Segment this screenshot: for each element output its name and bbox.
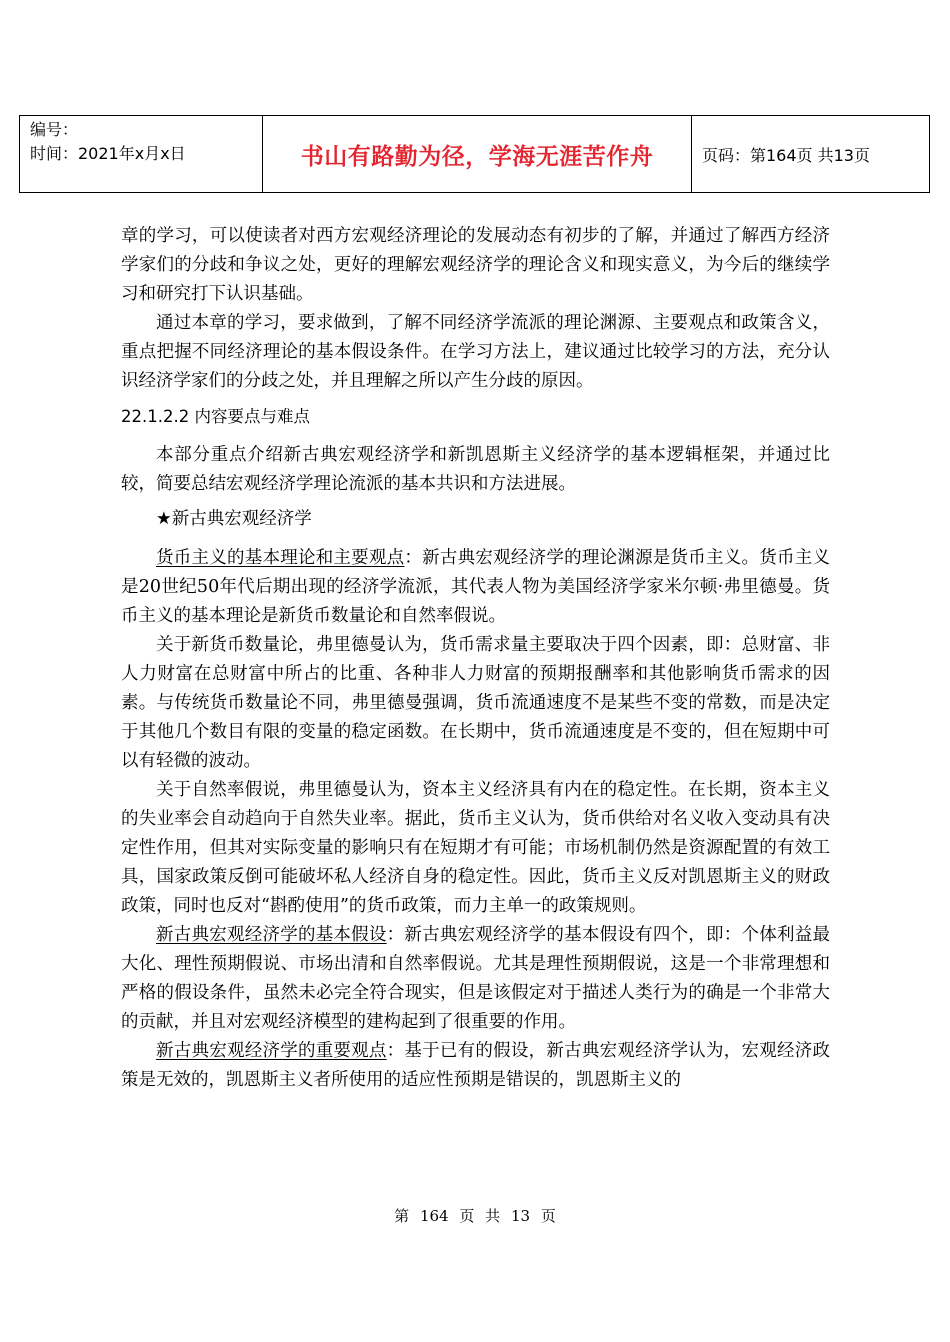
footer-word: 页 <box>540 1207 556 1225</box>
paragraph <box>121 544 830 631</box>
paragraph-topic-label: 新古典宏观经济学的重要观点 <box>156 1041 387 1061</box>
paragraph: 关于新货币数量论，弗里德曼认为，货币需求量主要取决于四个因素，即：总财富、非人力财富在总财富中所占的比重、各种非人力财富的预期报酬率和其他影响货币需求的因素。与传统货币数量论不同，弗里德曼强调，货币流通速度不是某些不变的常数，而是决定于其他几个数目有限的变量的稳定函数。在长期中，货币流通速度是不变的，但在短期中可以有轻微的波动。 <box>121 635 830 771</box>
paragraph-text: ：基于已有的假设，新古典宏观经济学认为，宏观经济政策是无效的，凯恩斯主义者所使用的适应性预期是错误的，凯恩斯主义的 <box>121 1041 831 1090</box>
page-footer <box>0 1205 950 1226</box>
paragraph: 关于自然率假说，弗里德曼认为，资本主义经济具有内在的稳定性。在长期，资本主义的失业率会自动趋向于自然失业率。据此，货币主义认为，货币供给对名义收入变动具有决定性作用，但其对实际变量的影响只有在短期才有可能；市场机制仍然是资源配置的有效工具，国家政策反倒可能破坏私人经济自身的稳定性。因此，货币主义反对凯恩斯主义的财政政策，同时也反对“斟酌使用”的货币政策，而力主单一的政策规则。 <box>121 780 830 916</box>
paragraph-text: ：新古典宏观经济学的基本假设有四个，即：个体利益最大化、理性预期假说、市场出清和自然率假说。尤其是理性预期假说，这是一个非常理想和严格的假设条件，虽然未必完全符合现实，但是该假定对于描述人类行为的确是一个非常大的贡献，并且对宏观经济模型的建构起到了很重要的作用。 <box>121 925 831 1032</box>
page-code-label: 页码：第164页 共13页 <box>692 116 930 193</box>
header-meta-cell <box>20 116 263 193</box>
paragraph: 本部分重点介绍新古典宏观经济学和新凯恩斯主义经济学的基本逻辑框架，并通过比较，简要总结宏观经济学理论流派的基本共识和方法进展。 <box>121 445 830 494</box>
paragraph-topic-label: 新古典宏观经济学的基本假设 <box>156 925 387 945</box>
date-label: 时间：2021年x月x日 <box>30 144 186 163</box>
section-heading: 22.1.2.2 内容要点与难点 <box>121 407 310 426</box>
paragraph <box>121 1037 830 1095</box>
footer-word: 页 <box>459 1207 475 1225</box>
motto-title: 书山有路勤为径，学海无涯苦作舟 <box>263 116 692 193</box>
subsection-heading: ★新古典宏观经济学 <box>156 509 312 529</box>
paragraph-topic-label: 货币主义的基本理论和主要观点 <box>156 548 405 568</box>
header-table <box>19 115 930 193</box>
footer-word: 第 <box>394 1207 410 1225</box>
footer-page-number: 164 <box>419 1207 449 1225</box>
document-body <box>121 222 830 1095</box>
paragraph <box>121 921 830 1037</box>
paragraph-text: ：新古典宏观经济学的理论渊源是货币主义。货币主义是20世纪50年代后期出现的经济学流派，其代表人物为美国经济学家米尔顿·弗里德曼。货币主义的基本理论是新货币数量论和自然率假说。 <box>121 548 830 626</box>
footer-word: 共 <box>485 1207 501 1225</box>
paragraph: 章的学习，可以使读者对西方宏观经济理论的发展动态有初步的了解，并通过了解西方经济学家们的分歧和争议之处，更好的理解宏观经济学的理论含义和现实意义，为今后的继续学习和研究打下认识基础。 <box>121 226 830 304</box>
paragraph: 通过本章的学习，要求做到，了解不同经济学流派的理论渊源、主要观点和政策含义，重点把握不同经济理论的基本假设条件。在学习方法上，建议通过比较学习的方法，充分认识经济学家们的分歧之处，并且理解之所以产生分歧的原因。 <box>121 313 830 391</box>
serial-number-label: 编号： <box>30 120 79 139</box>
footer-total-pages: 13 <box>510 1207 531 1225</box>
